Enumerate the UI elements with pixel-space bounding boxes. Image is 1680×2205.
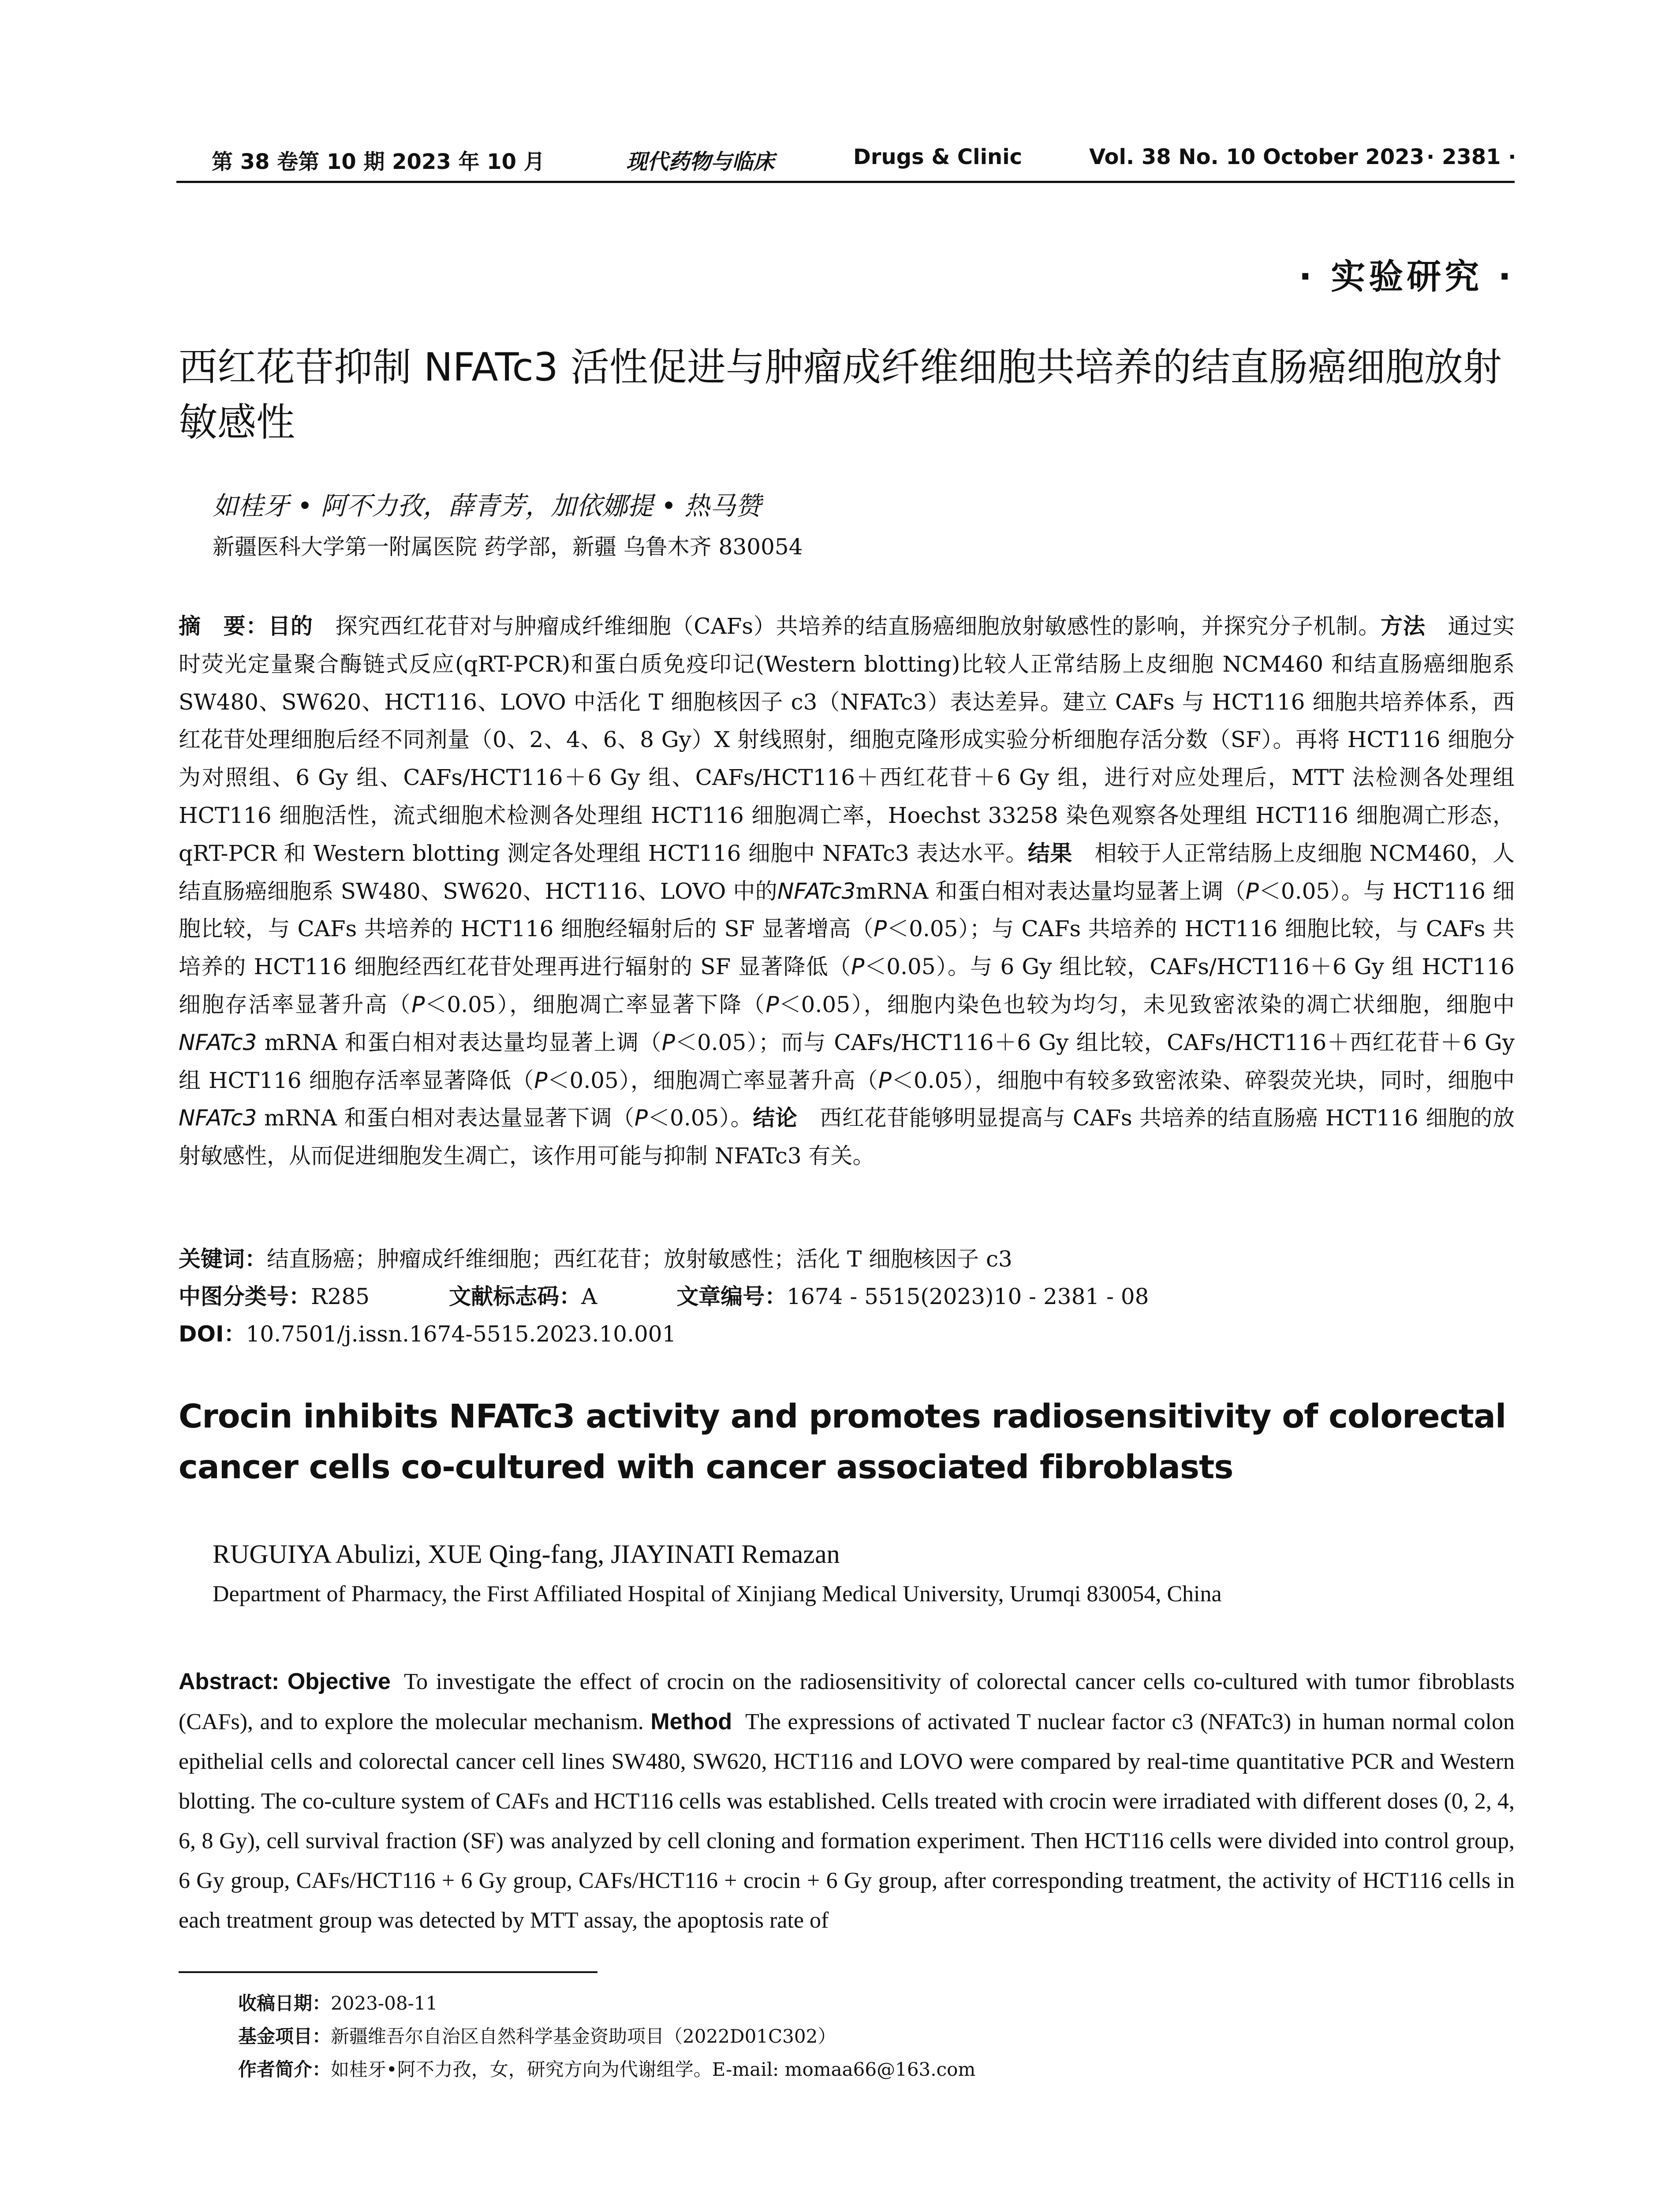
results-cn-part: 。 [730, 1105, 753, 1131]
method-cn: 通过实时荧光定量聚合酶链式反应(qRT-PCR)和蛋白质免疫印记(Western blotting)比较人正常结肠上皮细胞 NCM460 和结直肠癌细胞系 SW480、SW620、HCT116、LOVO 中活化 T 细胞核因子 c3（NFATc3）表达差异。建立 CAFs 与 HCT116 细胞共培养体系，西红花苷处理细胞后经不同剂量（0、2、4、6、8 Gy）X 射线照射，细胞克隆形成实验分析细胞存活分数（SF）。再将 HCT116 细胞分为对照组、6 Gy 组、CAFs/HCT116＋6 Gy 组、CAFs/HCT116＋西红花苷＋6 Gy 组，进行对应处理后，MTT 法检测各处理组 HCT116 细胞活性，流式细胞术检测各处理组 HCT116 细胞凋亡率，Hoechst 33258 染色观察各处理组 HCT116 细胞凋亡形态，qRT-PCR 和 Western blotting 测定各处理组 HCT116 细胞中 NFATc3 表达水平。 [179, 613, 1515, 866]
gene-name: NFATc3 [777, 878, 856, 904]
p-value-threshold: ＜0.05） [675, 1029, 758, 1055]
classification-line [179, 1279, 1515, 1311]
method-label-cn: 方法 [1381, 613, 1426, 639]
footnote-received [238, 1989, 437, 2015]
header-page-number: · 2381 · [1426, 145, 1516, 169]
doi-line [179, 1316, 1515, 1348]
article-number-value: 1674 - 5515(2023)10 - 2381 - 08 [787, 1284, 1149, 1309]
footnote-rule [179, 1971, 597, 1973]
footnote-author-bio [238, 2055, 975, 2082]
gene-name: NFATc3 [179, 1029, 257, 1055]
clc-label: 中图分类号： [179, 1284, 311, 1309]
doi-value: 10.7501/j.issn.1674-5515.2023.10.001 [246, 1321, 676, 1347]
p-value-threshold: ＜0.05） [864, 954, 948, 980]
method-label-en: Method [650, 1709, 732, 1734]
results-cn-part: ，细胞凋亡率显著升高（ [631, 1067, 878, 1093]
doc-code-value: A [581, 1284, 597, 1309]
method-en: The expressions of activated T nuclear factor c3 (NFATc3) in human normal colon epithelial cells and colorectal cancer cell lines SW480, SW620, HCT116 and LOVO were compared by real-time quantitative PCR and Western blotting. The co-culture system of CAFs and HCT116 cells was established. Cells treated with crocin were irradiated with different doses (0, 2, 4, 6, 8 Gy), cell survival fraction (SF) was analyzed by cell cloning and formation experiment. Then HCT116 cells were divided into control group, 6 Gy group, CAFs/HCT116 + 6 Gy group, CAFs/HCT116 + crocin + 6 Gy group, after corresponding treatment, the activity of HCT116 cells in each treatment group was detected by MTT assay, the apoptosis rate of [179, 1709, 1515, 1933]
author-bio-label: 作者简介： [238, 2059, 331, 2080]
footnote-fund [238, 2022, 836, 2048]
abstract-en [179, 1662, 1515, 1940]
p-value-threshold: ＜0.05） [887, 916, 970, 942]
objective-cn: 探究西红花苷对与肿瘤成纤维细胞（CAFs）共培养的结直肠癌细胞放射敏感性的影响，并探究分子机制。 [335, 613, 1381, 639]
gene-name: NFATc3 [179, 1105, 257, 1131]
fund-text: 新疆维吾尔自治区自然科学基金资助项目（2022D01C302） [331, 2026, 836, 2047]
p-value-symbol: P [534, 1067, 548, 1093]
results-cn-part: ；与 CAFs 共培养的 HCT116 细胞比较，与 CAFs 共培养的 HCT116 细胞经西红花苷处理再进行辐射的 SF 显著降低（ [179, 916, 1515, 980]
keywords-label: 关键词： [179, 1246, 267, 1272]
objective-en: To investigate the effect of crocin on the radiosensitivity of colorectal cancer cells co-cultured with tumor fibroblasts (CAFs), and to explore the molecular mechanism. [179, 1669, 1515, 1734]
p-value-threshold: ＜0.05） [779, 991, 864, 1017]
abstract-cn-label: 摘 要： [179, 613, 269, 639]
results-cn-part: 。与 HCT116 细胞比较，与 CAFs 共培养的 HCT116 细胞经辐射后的 SF 显著增高（ [179, 878, 1515, 942]
clc-value: R285 [311, 1284, 370, 1309]
results-cn-part: mRNA 和蛋白相对表达量显著下调（ [257, 1105, 635, 1131]
keywords-text: 结直肠癌；肿瘤成纤维细胞；西红花苷；放射敏感性；活化 T 细胞核因子 c3 [267, 1246, 1012, 1272]
p-value-symbol: P [765, 991, 779, 1017]
header-journal-cn: 现代药物与临床 [626, 149, 775, 174]
article-number-label: 文章编号： [676, 1284, 787, 1309]
p-value-threshold: ＜0.05） [547, 1067, 631, 1093]
header-issue-en: Vol. 38 No. 10 October 2023 [1089, 145, 1425, 169]
p-value-threshold: ＜0.05） [1258, 878, 1341, 904]
objective-label-cn: 目的 [268, 613, 313, 639]
author-bio-text: 如桂牙•阿不力孜，女，研究方向为代谢组学。E-mail: momaa66@163.com [331, 2059, 976, 2080]
p-value-threshold: ＜0.05） [891, 1067, 975, 1093]
results-cn-part: mRNA 和蛋白相对表达量均显著上调（ [855, 878, 1246, 904]
title-en: Crocin inhibits NFATc3 activity and promotes radiosensitivity of colorectal cancer cells co-cultured with cancer associated fibroblasts [179, 1398, 1506, 1486]
doi-label: DOI： [179, 1321, 246, 1347]
affiliation-cn: 新疆医科大学第一附属医院 药学部，新疆 乌鲁木齐 830054 [213, 534, 803, 560]
results-cn-part: mRNA 和蛋白相对表达量均显著上调（ [257, 1029, 662, 1055]
results-label-cn: 结果 [1027, 840, 1072, 866]
results-cn-part: ；而与 CAFs/HCT116＋6 Gy 组比较，CAFs/HCT116＋西红花苷＋6 Gy 组 HCT116 细胞存活率显著降低（ [179, 1029, 1515, 1093]
fund-label: 基金项目： [238, 2026, 331, 2047]
results-cn-part: 。与 6 Gy 组比较，CAFs/HCT116＋6 Gy 组 HCT116 细胞存活率显著升高（ [179, 954, 1515, 1017]
results-cn-part: ，细胞中有较多致密浓染、碎裂荧光块，同时，细胞中 [974, 1067, 1515, 1093]
results-cn-part: ，细胞凋亡率显著下降（ [509, 991, 766, 1017]
authors-en: RUGUIYA Abulizi, XUE Qing-fang, JIAYINATI Remazan [213, 1540, 840, 1569]
results-cn-part: ，细胞内染色也较为均匀，未见致密浓染的凋亡状细胞，细胞中 [863, 991, 1515, 1017]
p-value-symbol: P [661, 1029, 675, 1055]
p-value-symbol: P [873, 916, 887, 942]
abstract-cn [179, 608, 1515, 1175]
p-value-threshold: ＜0.05） [425, 991, 510, 1017]
doc-code-label: 文献标志码： [449, 1284, 582, 1309]
running-header [176, 140, 1515, 183]
affiliation-en: Department of Pharmacy, the First Affiliated Hospital of Xinjiang Medical University, Urumqi 830054, China [213, 1581, 1222, 1607]
p-value-symbol: P [1245, 878, 1259, 904]
p-value-symbol: P [851, 954, 865, 980]
section-label: · 实验研究 · [1299, 257, 1515, 297]
p-value-threshold: ＜0.05） [648, 1105, 731, 1131]
received-date: 2023-08-11 [331, 1992, 438, 2014]
conclusion-label-cn: 结论 [753, 1105, 798, 1131]
keywords-line [179, 1241, 1515, 1273]
p-value-symbol: P [634, 1105, 648, 1131]
authors-cn: 如桂牙 • 阿不力孜，薛青芳，加依娜提 • 热马赞 [213, 491, 762, 521]
title-cn: 西红花苷抑制 NFATc3 活性促进与肿瘤成纤维细胞共培养的结直肠癌细胞放射敏感性 [179, 344, 1502, 445]
p-value-symbol: P [878, 1067, 892, 1093]
p-value-symbol: P [411, 991, 425, 1017]
results-cn-part: 相较于人正常结肠上皮细胞 NCM460，人结直肠癌细胞系 SW480、SW620、HCT116、LOVO 中的 [179, 840, 1515, 904]
received-label: 收稿日期： [238, 1992, 331, 2014]
header-journal-en: Drugs & Clinic [853, 145, 1023, 169]
objective-label-en: Objective [287, 1669, 391, 1694]
header-issue-cn: 第 38 卷第 10 期 2023 年 10 月 [212, 149, 545, 174]
conclusion-cn: 西红花苷能够明显提高与 CAFs 共培养的结直肠癌 HCT116 细胞的放射敏感性，从而促进细胞发生凋亡，该作用可能与抑制 NFATc3 有关。 [179, 1105, 1515, 1169]
abstract-en-label: Abstract: [179, 1669, 280, 1694]
